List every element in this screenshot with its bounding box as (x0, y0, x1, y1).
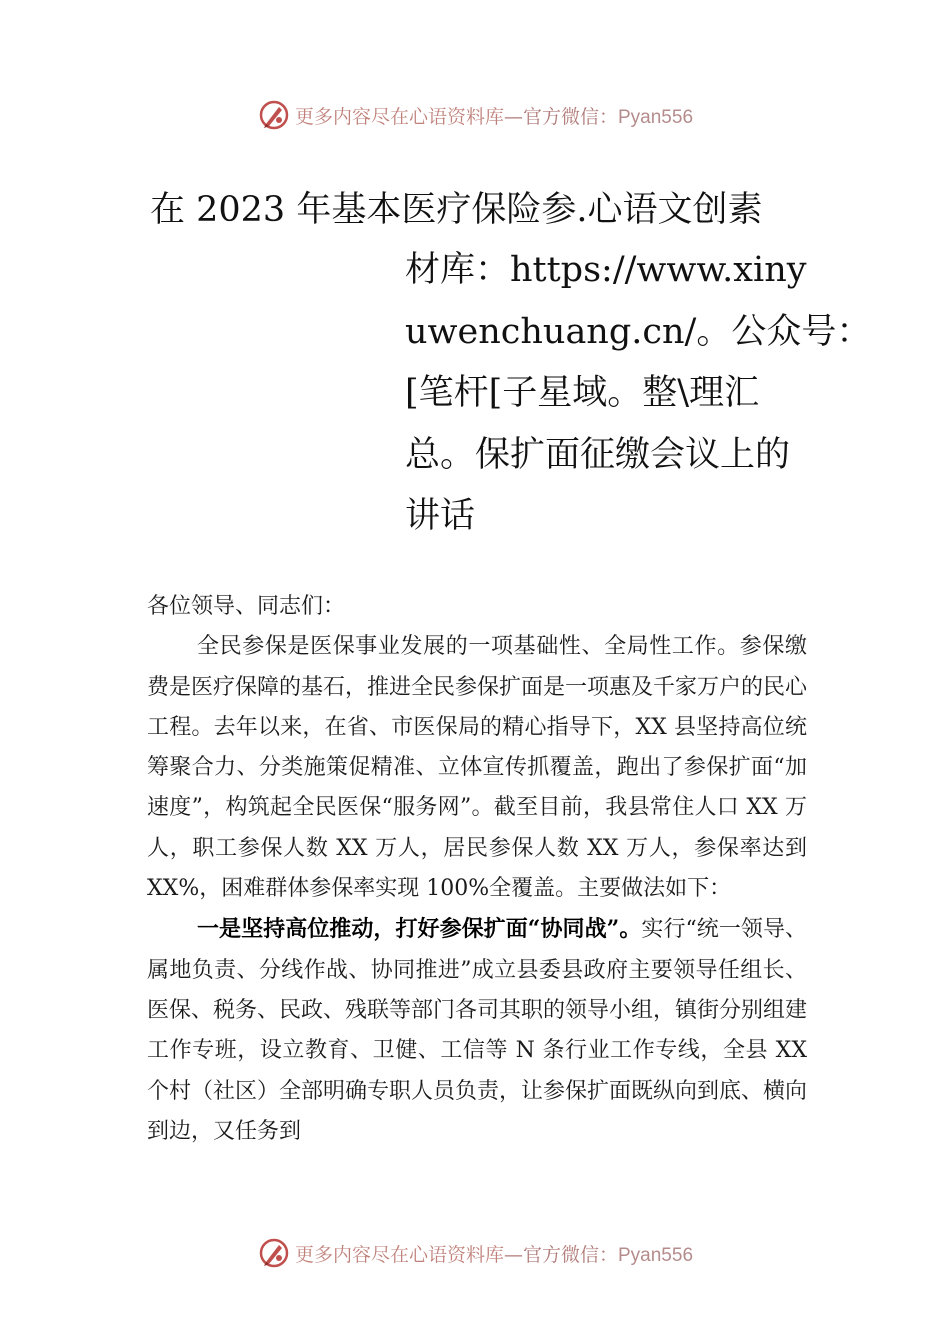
watermark-account: Pyan556 (618, 1244, 694, 1266)
document-title-continuation (405, 240, 872, 548)
title-line: uwenchuang.cn/。公众号： (405, 311, 872, 352)
watermark-dash: — (503, 1243, 523, 1266)
paragraph-2-text: 实行“统一领导、属地负责、分线作战、协同推进”成立县委县政府主要领导任组长、医保、税务、民政、残联等部门各司其职的领导小组，镇街分别组建工作专班，设立教育、卫健、工信等 N 条行业工作专线，全县 XX 个村（社区）全部明确专职人员负责，让参保扩面既纵向到底、横向到边，又任务到 (147, 917, 808, 1144)
document-body (147, 587, 807, 1152)
watermark-prefix: 更多内容尽在心语资料库 (294, 105, 504, 128)
title-line: [笔杆[子星域。整\理汇 (405, 373, 760, 413)
title-line: 总。保扩面征缴会议上的 (405, 434, 791, 475)
greeting: 各位领导、同志们： (147, 594, 346, 619)
paragraph-2-heading: 一是坚持高位推动，打好参保扩面“协同战”。 (197, 916, 642, 943)
pen-heart-logo-icon (257, 98, 291, 132)
paragraph-1: 全民参保是医保事业发展的一项基础性、全局性工作。参保缴费是医疗保障的基石，推进全民参保扩面是一项惠及千家万户的民心工程。去年以来，在省、市医保局的精心指导下，XX 县坚持高位统筹聚合力、分类施策促精准、立体宣传抓覆盖，跑出了参保扩面“加速度”，构筑起全民医保“服务网”。截至目前，我县常住人口 XX 万人，职工参保人数 XX 万人，居民参保人数 XX 万人，参保率达到 XX%，困难群体参保率实现 100%全覆盖。主要做法如下： (147, 634, 808, 902)
title-line: 材库：https://www.xiny (405, 250, 807, 290)
watermark-dash: — (503, 105, 523, 128)
title-line: 讲话 (405, 496, 476, 536)
footer-watermark (0, 1233, 950, 1273)
paragraph-2 (147, 909, 807, 1152)
document-title-line1: 在 2023 年基本医疗保险参.心语文创素 (150, 190, 763, 230)
header-watermark (0, 95, 950, 135)
watermark-account: Pyan556 (618, 106, 694, 128)
watermark-label: 官方微信： (522, 105, 618, 128)
watermark-prefix: 更多内容尽在心语资料库 (294, 1243, 504, 1266)
pen-heart-logo-icon (257, 1236, 291, 1270)
watermark-label: 官方微信： (522, 1243, 618, 1266)
